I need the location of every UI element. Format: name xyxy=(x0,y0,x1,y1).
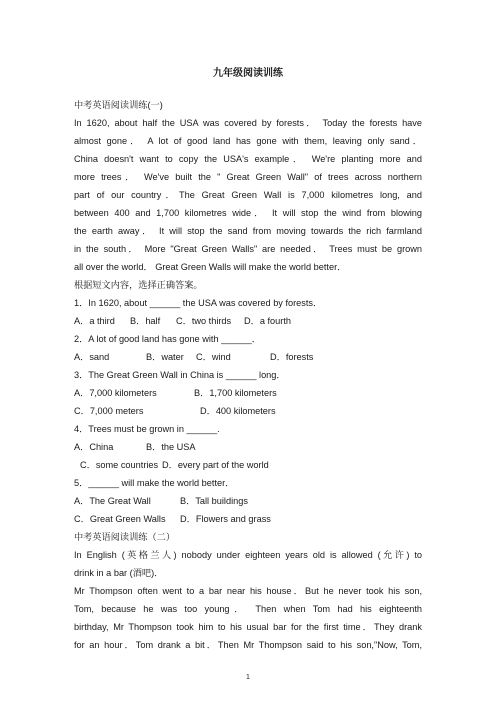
option: B．the USA xyxy=(146,442,196,452)
option-row xyxy=(74,402,422,420)
option: C．Great Green Walls xyxy=(74,514,166,524)
option: A．a third xyxy=(74,316,115,326)
question-text: 4．Trees must be grown in ______. xyxy=(74,424,220,434)
passage-line: China doesn't want to copy the USA's example． We're planting more and xyxy=(74,154,422,164)
page-number: 1 xyxy=(246,674,250,681)
question-text: 5．______ will make the world better． xyxy=(74,478,235,488)
passage-2 xyxy=(74,546,422,654)
question-text: 2．A lot of good land has gone with ______． xyxy=(74,334,261,344)
option: B．half xyxy=(130,316,161,326)
option-row xyxy=(74,348,422,366)
passage-line: birthday, Mr Thompson took him to his usual bar for the first time．They drank xyxy=(74,622,422,632)
passage-line: almost gone． A lot of good land has gone with them, leaving only sand． xyxy=(74,136,422,146)
passage-1 xyxy=(74,114,422,276)
option: A．The Great Wall xyxy=(74,496,151,506)
option: D．Flowers and grass xyxy=(180,514,271,524)
passage-line: all over the world． Great Green Walls will make the world better． xyxy=(74,262,347,272)
section-heading: 中考英语阅读训练(一) xyxy=(74,100,163,110)
option: A．7,000 kilometers xyxy=(74,388,157,398)
passage-line: Tom, because he was too young． Then when Tom had his eighteenth xyxy=(74,604,422,614)
option: C．wind xyxy=(196,352,231,362)
option: D．forests xyxy=(270,352,314,362)
option: C．7,000 meters xyxy=(74,406,144,416)
option-row xyxy=(74,438,422,456)
option: A．China xyxy=(74,442,114,452)
option-row xyxy=(74,312,422,330)
question-text: 1．In 1620, about ______ the USA was covered by forests． xyxy=(74,298,323,308)
option: D．every part of the world xyxy=(162,460,269,470)
option: B．Tall buildings xyxy=(180,496,248,506)
option: B．water xyxy=(146,352,184,362)
option-row xyxy=(74,510,422,528)
document-body xyxy=(74,96,422,654)
instruction-text: 根据短文内容，选择正确答案。 xyxy=(74,280,203,290)
passage-line: for an hour．Tom drank a bit．Then Mr Thompson said to his son,"Now, Tom, xyxy=(74,640,422,650)
option: D．a fourth xyxy=(244,316,291,326)
passage-line: In English (英格兰人) nobody under eighteen years old is allowed (允许) to xyxy=(74,550,422,560)
document-title: 九年级阅读训练 xyxy=(213,68,283,79)
passage-line: in the south． More "Great Green Walls" are needed． Trees must be grown xyxy=(74,244,422,254)
option: D．400 kilometers xyxy=(200,406,276,416)
option: B．1,700 kilometers xyxy=(194,388,277,398)
option: C．two thirds xyxy=(176,316,232,326)
option-row xyxy=(74,492,422,510)
passage-line: Mr Thompson often went to a bar near his house．But he never took his son, xyxy=(74,586,422,596)
passage-line: the earth away． It will stop the sand from moving towards the rich farmland xyxy=(74,226,422,236)
passage-line: part of our country．The Great Green Wall is 7,000 kilometres long, and xyxy=(74,190,422,200)
option-row xyxy=(74,384,422,402)
option: C．some countries xyxy=(80,460,159,470)
option-row xyxy=(74,456,422,474)
passage-line: between 400 and 1,700 kilometres wide． It will stop the wind from blowing xyxy=(74,208,422,218)
question-text: 3．The Great Green Wall in China is ______ long． xyxy=(74,370,286,380)
section-heading: 中考英语阅读训练（二） xyxy=(74,532,176,542)
passage-line: In 1620, about half the USA was covered by forests． Today the forests have xyxy=(74,118,422,128)
passage-line: more trees． We've built the " Great Green Wall" of trees across northern xyxy=(74,172,422,182)
passage-line: drink in a bar (酒吧)． xyxy=(74,568,164,578)
option: A．sand xyxy=(74,352,110,362)
